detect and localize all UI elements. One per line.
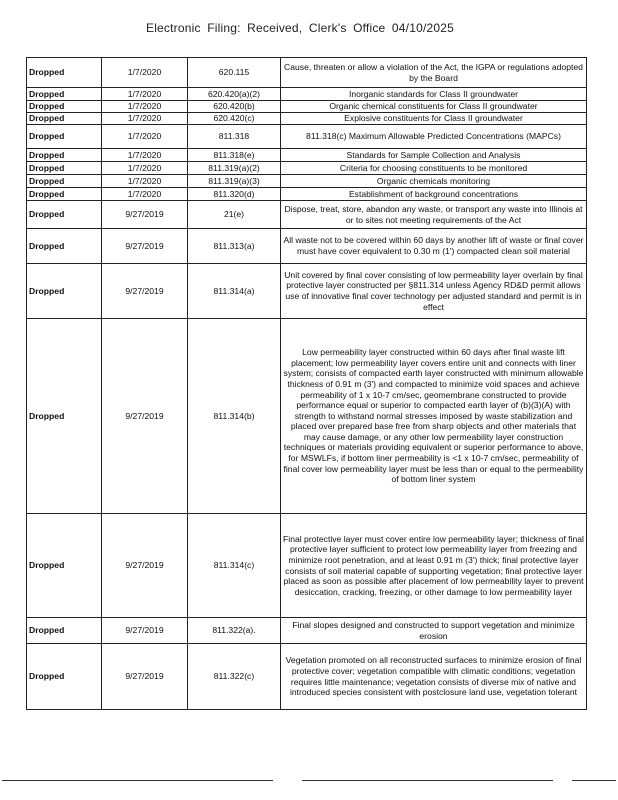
table-row [27,101,587,113]
status-cell: Dropped [27,125,102,149]
description-cell: Explosive constituents for Class II groundwater [281,113,587,125]
status-cell: Dropped [27,618,102,644]
section-cell: 620.420(b) [188,101,281,113]
table-row [27,149,587,162]
description-cell: Establishment of background concentrations [281,188,587,201]
date-cell: 1/7/2020 [102,188,188,201]
date-cell: 1/7/2020 [102,101,188,113]
description-cell: Final protective layer must cover entire low permeability layer; thickness of final protective layer sufficient to protect low permeability layer from freezing and minimize root penetration, and at least 0.91 m (3') thick; final protective layer consists of soil material capable of supporting vegetation; final protective layer placed as soon as possible after placement of low permeability layer to prevent desiccation, cracking, freezing, or other damage to low permeability layer [281,514,587,618]
status-cell: Dropped [27,201,102,229]
date-cell: 9/27/2019 [102,319,188,514]
table-row [27,264,587,319]
date-cell: 9/27/2019 [102,618,188,644]
section-cell: 811.319(a)(2) [188,162,281,175]
section-cell: 811.320(d) [188,188,281,201]
section-cell: 811.322(a). [188,618,281,644]
section-cell: 620.420(a)(2) [188,88,281,101]
status-cell: Dropped [27,264,102,319]
violations-table [26,57,587,710]
description-cell: Organic chemical constituents for Class II groundwater [281,101,587,113]
status-cell: Dropped [27,162,102,175]
table-row [27,319,587,514]
date-cell: 1/7/2020 [102,58,188,88]
footer-rule-left [2,780,273,781]
status-cell: Dropped [27,113,102,125]
section-cell: 811.318 [188,125,281,149]
table-row [27,125,587,149]
status-cell: Dropped [27,175,102,188]
table-row [27,162,587,175]
date-cell: 9/27/2019 [102,201,188,229]
description-cell: All waste not to be covered within 60 days by another lift of waste or final cover must have cover equivalent to 0.30 m (1') compacted clean soil material [281,229,587,264]
section-cell: 620.115 [188,58,281,88]
description-cell: Final slopes designed and constructed to support vegetation and minimize erosion [281,618,587,644]
table-row [27,175,587,188]
table-row [27,514,587,618]
date-cell: 1/7/2020 [102,113,188,125]
description-cell: Standards for Sample Collection and Analysis [281,149,587,162]
table-row [27,618,587,644]
table-row [27,644,587,710]
status-cell: Dropped [27,188,102,201]
date-cell: 1/7/2020 [102,149,188,162]
status-cell: Dropped [27,229,102,264]
status-cell: Dropped [27,319,102,514]
description-cell: Cause, threaten or allow a violation of the Act, the IGPA or regulations adopted by the Board [281,58,587,88]
footer-rule-right [572,780,616,781]
table-row [27,113,587,125]
section-cell: 811.318(e) [188,149,281,162]
date-cell: 9/27/2019 [102,229,188,264]
section-cell: 811.314(a) [188,264,281,319]
description-cell: 811.318(c) Maximum Allowable Predicted Concentrations (MAPCs) [281,125,587,149]
section-cell: 620.420(c) [188,113,281,125]
status-cell: Dropped [27,644,102,710]
description-cell: Organic chemicals monitoring [281,175,587,188]
description-cell: Vegetation promoted on all reconstructed surfaces to minimize erosion of final protective cover; vegetation compatible with climatic conditions; vegetation requires little maintenance; vegetation consists of diverse mix of native and introduced species consistent with postclosure land use, vegetation tolerant [281,644,587,710]
date-cell: 9/27/2019 [102,644,188,710]
date-cell: 1/7/2020 [102,88,188,101]
table-row [27,58,587,88]
description-cell: Dispose, treat, store, abandon any waste, or transport any waste into Illinois at or to sites not meeting requirements of the Act [281,201,587,229]
date-cell: 1/7/2020 [102,162,188,175]
status-cell: Dropped [27,58,102,88]
violations-table-body [27,58,587,710]
status-cell: Dropped [27,88,102,101]
table-row [27,188,587,201]
status-cell: Dropped [27,514,102,618]
table-row [27,88,587,101]
date-cell: 1/7/2020 [102,175,188,188]
status-cell: Dropped [27,149,102,162]
date-cell: 9/27/2019 [102,514,188,618]
description-cell: Criteria for choosing constituents to be monitored [281,162,587,175]
date-cell: 9/27/2019 [102,264,188,319]
section-cell: 811.313(a) [188,229,281,264]
section-cell: 811.314(b) [188,319,281,514]
status-cell: Dropped [27,101,102,113]
section-cell: 811.314(c) [188,514,281,618]
table-row [27,201,587,229]
footer-rule-middle [302,780,553,781]
page-header: Electronic Filing: Received, Clerk's Office 04/10/2025 [145,21,454,35]
section-cell: 21(e) [188,201,281,229]
description-cell: Unit covered by final cover consisting of low permeability layer overlain by final protective layer constructed per §811.314 unless Agency RD&D permit allows use of innovative final cover technology per adjusted standard and permit is in effect [281,264,587,319]
section-cell: 811.319(a)(3) [188,175,281,188]
description-cell: Inorganic standards for Class II groundwater [281,88,587,101]
description-cell: Low permeability layer constructed within 60 days after final waste lift placement; low permeability layer covers entire unit and connects with liner system; consists of compacted earth layer constructed with minimum allowable thickness of 0.91 m (3') and compacted to minimize void spaces and achieve permeability of 1 x 10-7 cm/sec, geomembrane constructed to provide performance equal or superior to compacted earth layer of (b)(3)(A) with strength to withstand normal stresses imposed by waste stabilization and placed over prepared base free from sharp objects and other materials that may cause damage, or any other low permeability layer construction techniques or materials providing equivalent or superior performance to above, for MSWLFs, if bottom liner permeability is <1 x 10-7 cm/sec, permeability of final cover low permeability layer must be less than or equal to the permeability of bottom liner system [281,319,587,514]
table-row [27,229,587,264]
section-cell: 811.322(c) [188,644,281,710]
date-cell: 1/7/2020 [102,125,188,149]
